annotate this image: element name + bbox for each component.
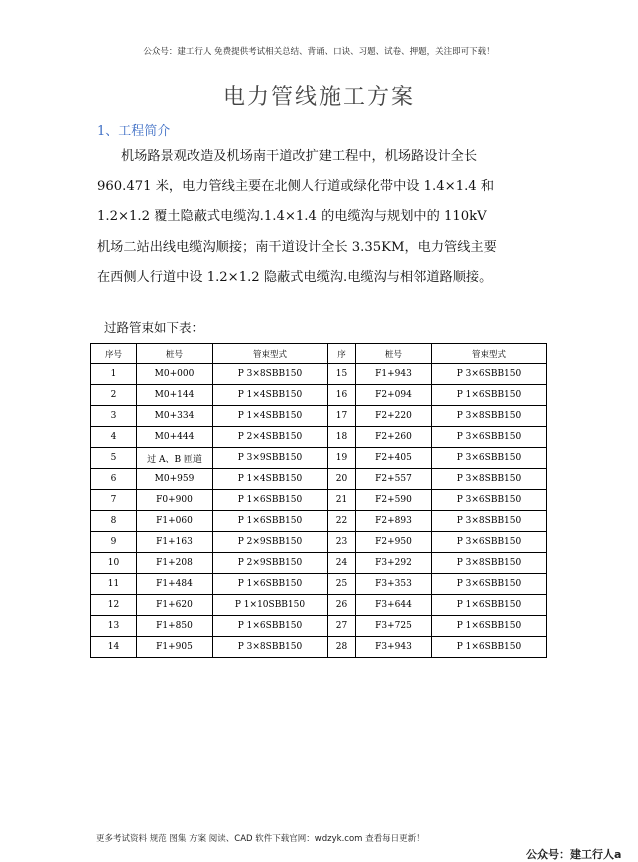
table-cell: M0+144: [137, 385, 213, 406]
table-cell: 24: [328, 553, 356, 574]
table-cell: F1+620: [137, 595, 213, 616]
table-cell: P 1×10SBB150: [213, 595, 328, 616]
table-cell: P 1×6SBB150: [432, 616, 547, 637]
footer-watermark: 公众号：建工行人a: [526, 848, 622, 861]
table-cell: 26: [328, 595, 356, 616]
table-cell: P 3×8SBB150: [213, 637, 328, 658]
table-row: [91, 448, 547, 469]
table-cell: F3+725: [356, 616, 432, 637]
table-cell: P 3×8SBB150: [432, 553, 547, 574]
table-cell: P 3×6SBB150: [432, 574, 547, 595]
paragraph-line: 在西侧人行道中设 1.2×1.2 隐蔽式电缆沟.电缆沟与相邻道路顺接。: [97, 269, 493, 285]
table-cell: 11: [91, 574, 137, 595]
table-cell: F2+260: [356, 427, 432, 448]
table-caption: 过路管束如下表：: [104, 320, 205, 335]
table-cell: 20: [328, 469, 356, 490]
table-cell: P 3×6SBB150: [432, 532, 547, 553]
table-cell: F1+208: [137, 553, 213, 574]
table-cell: F3+292: [356, 553, 432, 574]
paragraph-line: 机场路景观改造及机场南干道改扩建工程中，机场路设计全长: [121, 149, 478, 164]
table-cell: F2+590: [356, 490, 432, 511]
table-cell: F2+094: [356, 385, 432, 406]
table-row: [91, 364, 547, 385]
table-cell: 28: [328, 637, 356, 658]
table-cell: M0+000: [137, 364, 213, 385]
table-row: [91, 532, 547, 553]
table-cell: 22: [328, 511, 356, 532]
table-cell: P 1×6SBB150: [432, 595, 547, 616]
table-cell: F2+405: [356, 448, 432, 469]
table-cell: 5: [91, 448, 137, 469]
table-cell: P 3×8SBB150: [213, 364, 328, 385]
table-row: [91, 637, 547, 658]
table-cell: P 1×4SBB150: [213, 385, 328, 406]
table-cell: 10: [91, 553, 137, 574]
table-cell: F2+557: [356, 469, 432, 490]
table-cell: P 2×4SBB150: [213, 427, 328, 448]
table-cell: M0+959: [137, 469, 213, 490]
table-cell: P 1×6SBB150: [432, 637, 547, 658]
table-cell: F3+644: [356, 595, 432, 616]
paragraph-line: 机场二站出线电缆沟顺接；南干道设计全长 3.35KM，电力管线主要: [97, 239, 497, 255]
table-cell: 9: [91, 532, 137, 553]
table-header-row: [91, 344, 547, 364]
table-cell: 16: [328, 385, 356, 406]
table-cell: F3+943: [356, 637, 432, 658]
table-row: [91, 595, 547, 616]
table-row: [91, 469, 547, 490]
table-row: [91, 553, 547, 574]
table-cell: 7: [91, 490, 137, 511]
table-cell: P 3×8SBB150: [432, 511, 547, 532]
table-cell: 27: [328, 616, 356, 637]
table-cell: P 1×4SBB150: [213, 406, 328, 427]
document-title: 电力管线施工方案: [222, 85, 415, 110]
table-cell: P 1×6SBB150: [213, 490, 328, 511]
table-cell: F1+060: [137, 511, 213, 532]
table-cell: F1+850: [137, 616, 213, 637]
table-row: [91, 490, 547, 511]
table-cell: 18: [328, 427, 356, 448]
table-cell: F1+163: [137, 532, 213, 553]
table-row: [91, 427, 547, 448]
table-cell: M0+334: [137, 406, 213, 427]
table-cell: F2+893: [356, 511, 432, 532]
table-cell: P 1×4SBB150: [213, 469, 328, 490]
table-cell: 12: [91, 595, 137, 616]
table-cell: F0+900: [137, 490, 213, 511]
table-cell: 15: [328, 364, 356, 385]
table-cell: 21: [328, 490, 356, 511]
table-cell: P 1×6SBB150: [213, 574, 328, 595]
table-row: [91, 574, 547, 595]
table-cell: P 3×9SBB150: [213, 448, 328, 469]
table-cell: P 3×6SBB150: [432, 364, 547, 385]
intro-paragraph: [97, 142, 547, 293]
table-cell: 25: [328, 574, 356, 595]
header-bundle-type-2: 管束型式: [432, 344, 547, 364]
table-cell: 6: [91, 469, 137, 490]
table-cell: P 1×6SBB150: [432, 385, 547, 406]
table-cell: F1+484: [137, 574, 213, 595]
table-cell: 8: [91, 511, 137, 532]
header-index-2: 序: [328, 344, 356, 364]
table-cell: 4: [91, 427, 137, 448]
table-cell: 过 A、B 匝道: [137, 448, 213, 469]
table-row: [91, 385, 547, 406]
table-cell: F2+950: [356, 532, 432, 553]
header-station-2: 桩号: [356, 344, 432, 364]
table-cell: P 2×9SBB150: [213, 532, 328, 553]
table-cell: F1+905: [137, 637, 213, 658]
table-cell: P 2×9SBB150: [213, 553, 328, 574]
table-cell: F2+220: [356, 406, 432, 427]
table-row: [91, 511, 547, 532]
footer-note: 更多考试资料 规范 图集 方案 阅读、CAD 软件下载官网：wdzyk.com 查看每日更新！: [96, 834, 425, 844]
table-cell: P 1×6SBB150: [213, 511, 328, 532]
paragraph-line: 960.471 米，电力管线主要在北侧人行道或绿化带中设 1.4×1.4 和: [97, 179, 495, 195]
table-row: [91, 406, 547, 427]
paragraph-line: 1.2×1.2 覆土隐蔽式电缆沟.1.4×1.4 的电缆沟与规划中的 110kV: [97, 209, 487, 225]
table-cell: 17: [328, 406, 356, 427]
table-cell: 14: [91, 637, 137, 658]
table-cell: 3: [91, 406, 137, 427]
table-cell: 19: [328, 448, 356, 469]
table-cell: P 3×8SBB150: [432, 406, 547, 427]
header-index: 序号: [91, 344, 137, 364]
header-bundle-type: 管束型式: [213, 344, 328, 364]
pipe-bundle-table: [90, 343, 547, 658]
header-note: 公众号：建工行人 免费提供考试相关总结、背诵、口诀、习题、试卷、押题，关注即可下载！: [143, 47, 495, 57]
table-cell: M0+444: [137, 427, 213, 448]
section-heading: 1、工程简介: [97, 124, 171, 139]
table-cell: P 3×8SBB150: [432, 469, 547, 490]
table-cell: F1+943: [356, 364, 432, 385]
table-cell: 1: [91, 364, 137, 385]
table-cell: P 1×6SBB150: [213, 616, 328, 637]
table-cell: 2: [91, 385, 137, 406]
table-row: [91, 616, 547, 637]
table-cell: P 3×6SBB150: [432, 448, 547, 469]
table-cell: P 3×6SBB150: [432, 427, 547, 448]
table-cell: P 3×6SBB150: [432, 490, 547, 511]
header-station: 桩号: [137, 344, 213, 364]
table-cell: 23: [328, 532, 356, 553]
table-cell: 13: [91, 616, 137, 637]
table-cell: F3+353: [356, 574, 432, 595]
